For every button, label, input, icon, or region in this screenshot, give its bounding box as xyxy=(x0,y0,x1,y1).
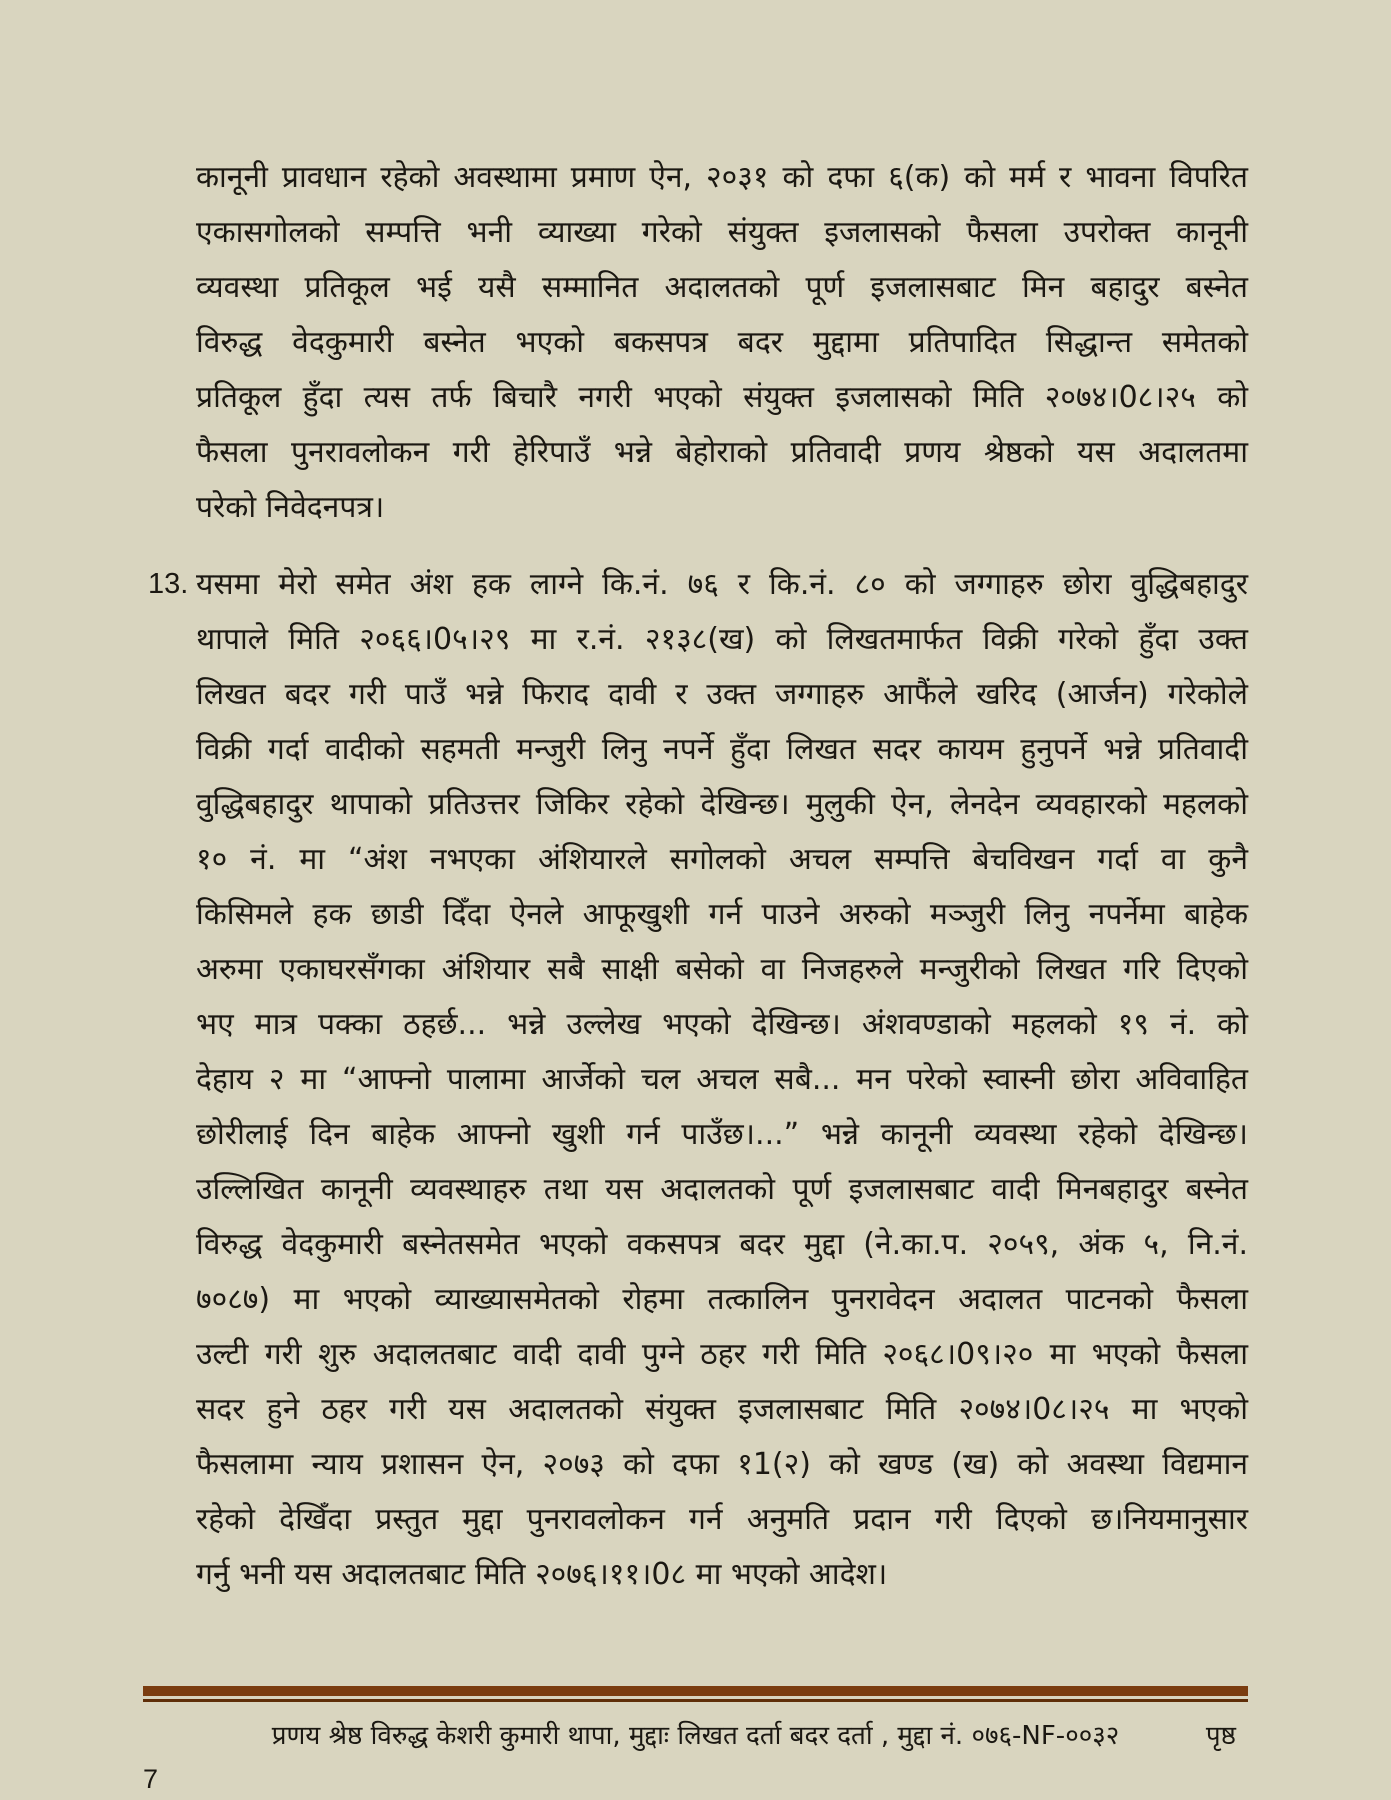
text-line: विरुद्ध वेदकुमारी बस्नेत भएको बकसपत्र बदर मुद्दामा प्रतिपादित सिद्धान्त समेतको xyxy=(196,325,1248,360)
text-line: किसिमले हक छाडी दिँदा ऐनले आफूखुशी गर्न पाउने अरुको मञ्जुरी लिनु नपर्नेमा बाहेक xyxy=(196,897,1248,932)
text-line: प्रतिकूल हुँदा त्यस तर्फ बिचारै नगरी भएको संयुक्त इजलासको मिति २०७४।0८।२५ को xyxy=(196,380,1248,415)
text-line: देहाय २ मा “आफ्नो पालामा आर्जेको चल अचल सबै... मन परेको स्वास्नी छोरा अविवाहित xyxy=(196,1062,1248,1097)
text-line: यसमा मेरो समेत अंश हक लाग्ने कि.नं. ७६ र कि.नं. ८० को जग्गाहरु छोरा वुद्धिबहादुर xyxy=(196,567,1248,602)
text-line: सदर हुने ठहर गरी यस अदालतको संयुक्त इजलासबाट मिति २०७४।0८।२५ मा भएको xyxy=(196,1392,1248,1427)
text-line: लिखत बदर गरी पाउँ भन्ने फिराद दावी र उक्त जग्गाहरु आफैंले खरिद (आर्जन) गरेकोले xyxy=(196,677,1248,712)
text-line: छोरीलाई दिन बाहेक आफ्नो खुशी गर्न पाउँछ।...” भन्ने कानूनी व्यवस्था रहेको देखिन्छ। xyxy=(196,1117,1248,1152)
text-line: विरुद्ध वेदकुमारी बस्नेतसमेत भएको वकसपत्र बदर मुद्दा (ने.का.प. २०५९, अंक ५, नि.नं. xyxy=(196,1227,1248,1262)
footer-page-label: पृष्ठ xyxy=(1205,1721,1236,1751)
text-line: व्यवस्था प्रतिकूल भई यसै सम्मानित अदालतको पूर्ण इजलासबाट मिन बहादुर बस्नेत xyxy=(196,270,1248,305)
footer-rule-thick xyxy=(143,1686,1248,1696)
document-body xyxy=(148,150,1248,1602)
paragraph-continuation xyxy=(196,150,1248,535)
text-line: गर्नु भनी यस अदालतबाट मिति २०७६।११।0८ मा भएको आदेश। xyxy=(196,1557,888,1592)
text-line: वुद्धिबहादुर थापाको प्रतिउत्तर जिकिर रहेको देखिन्छ। मुलुकी ऐन, लेनदेन व्यवहारको महलको xyxy=(196,787,1248,822)
paragraph-13-text xyxy=(196,557,1248,1602)
text-line: फैसला पुनरावलोकन गरी हेरिपाउँ भन्ने बेहोराको प्रतिवादी प्रणय श्रेष्ठको यस अदालतमा xyxy=(196,435,1248,470)
page-footer xyxy=(143,1686,1248,1794)
text-line: १० नं. मा “अंश नभएका अंशियारले सगोलको अचल सम्पत्ति बेचविखन गर्दा वा कुनै xyxy=(196,842,1248,877)
text-line: ७०८७) मा भएको व्याख्यासमेतको रोहमा तत्कालिन पुनरावेदन अदालत पाटनको फैसला xyxy=(196,1282,1248,1317)
text-line: विक्री गर्दा वादीको सहमती मन्जुरी लिनु नपर्ने हुँदा लिखत सदर कायम हुनुपर्ने भन्ने प्रतिवादी xyxy=(196,732,1248,767)
paragraph-number: 13. xyxy=(148,568,189,600)
text-line: फैसलामा न्याय प्रशासन ऐन, २०७३ को दफा १1(२) को खण्ड (ख) को अवस्था विद्यमान xyxy=(196,1447,1248,1482)
text-line: अरुमा एकाघरसँगका अंशियार सबै साक्षी बसेको वा निजहरुले मन्जुरीको लिखत गरि दिएको xyxy=(196,952,1248,987)
text-line: रहेको देखिँदा प्रस्तुत मुद्दा पुनरावलोकन गर्न अनुमति प्रदान गरी दिएको छ।नियमानुसार xyxy=(196,1502,1248,1537)
footer-case-caption: प्रणय श्रेष्ठ विरुद्ध केशरी कुमारी थापा, मुद्दाः लिखत दर्ता बदर दर्ता , मुद्दा नं. ०७६-NF-००३२ xyxy=(271,1721,1120,1751)
page-number: 7 xyxy=(143,1764,159,1794)
text-line: उल्लिखित कानूनी व्यवस्थाहरु तथा यस अदालतको पूर्ण इजलासबाट वादी मिनबहादुर बस्नेत xyxy=(196,1172,1248,1207)
text-line: उल्टी गरी शुरु अदालतबाट वादी दावी पुग्ने ठहर गरी मिति २०६८।0९।२० मा भएको फैसला xyxy=(196,1337,1248,1372)
text-line: थापाले मिति २०६६।0५।२९ मा र.नं. २१३८(ख) को लिखतमार्फत विक्री गरेको हुँदा उक्त xyxy=(196,622,1248,657)
text-line: भए मात्र पक्का ठहर्छ... भन्ने उल्लेख भएको देखिन्छ। अंशवण्डाको महलको १९ नं. को xyxy=(196,1007,1248,1042)
footer-caption-row xyxy=(143,1716,1248,1756)
text-line: परेको निवेदनपत्र। xyxy=(196,490,385,525)
text-line: एकासगोलको सम्पत्ति भनी व्याख्या गरेको संयुक्त इजलासको फैसला उपरोक्त कानूनी xyxy=(196,215,1248,250)
text-line: कानूनी प्रावधान रहेको अवस्थामा प्रमाण ऐन, २०३१ को दफा ६(क) को मर्म र भावना विपरित xyxy=(196,160,1248,195)
paragraph-13 xyxy=(148,557,1248,1602)
footer-rule-thin xyxy=(143,1699,1248,1702)
